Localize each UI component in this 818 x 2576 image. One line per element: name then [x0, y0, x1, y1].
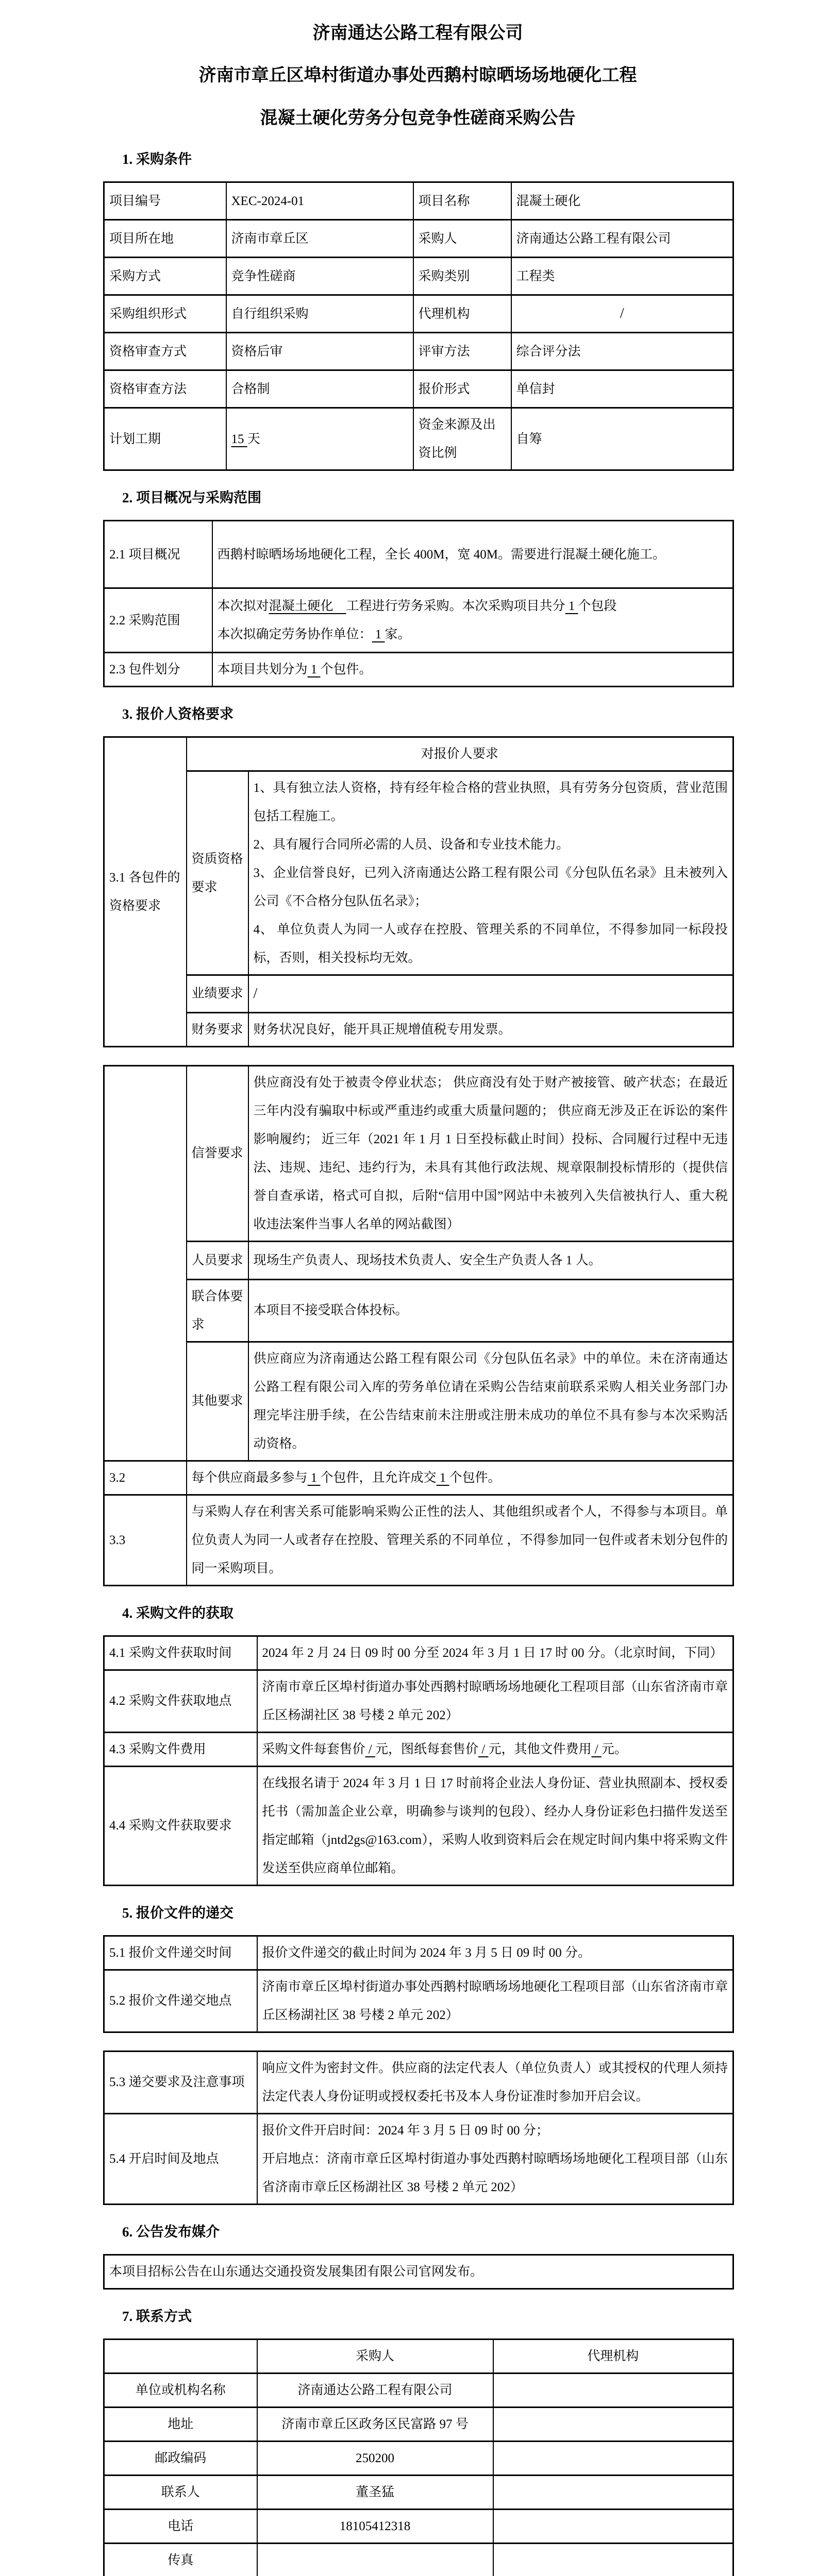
label-cell: 采购组织形式	[104, 295, 226, 333]
label-cell: 项目编号	[104, 182, 226, 220]
text-segment: 采购文件每套售价	[262, 1742, 365, 1756]
value-cell: 本项目招标公告在山东通达交通投资发展集团有限公司官网发布。	[104, 2255, 733, 2289]
value-cell: 自筹	[511, 408, 733, 470]
value-cell	[257, 2113, 733, 2204]
underlined-text: 1	[436, 1470, 449, 1485]
value-cell: 济南市章丘区埠村街道办事处西鹅村晾晒场场地硬化工程项目部（山东省济南市章丘区杨湖社区 38 号楼 2 单元 202）	[257, 1670, 733, 1732]
underlined-text: 1	[307, 663, 321, 677]
text-segment: 工程进行劳务采购。本次采购项目共分	[346, 599, 565, 614]
value-cell: 供应商应为济南通达公路工程有限公司《分包队伍名录》中的单位。未在济南通达公路工程有限公司入库的劳务单位请在采购公告结束前联系采购人相关业务部门办理完毕注册手续，在公告结束前未注册或注册未成功的单位不具有参与本次采购活动资格。	[248, 1342, 733, 1461]
text-segment: 天	[247, 432, 260, 446]
section-heading-2: 2. 项目概况与采购范围	[122, 490, 261, 506]
text-segment: 家。	[385, 628, 411, 642]
label-cell: 联系人	[104, 2475, 257, 2509]
label-cell: 电话	[104, 2509, 257, 2543]
value-cell: 在线报名请于 2024 年 3 月 1 日 17 时前将企业法人身份证、营业执照副本、授权委托书（需加盖企业公章，明确参与谈判的包段）、经办人身份证彩色扫描件发送至指定邮箱（jntd2gs@163.com），采购人收到资料后会在规定时间内集中将采购文件发送至供应商单位邮箱。	[257, 1766, 733, 1885]
label-cell: 计划工期	[104, 408, 226, 470]
document-page	[103, 0, 732, 2576]
section-heading-5: 5. 报价文件的递交	[122, 1905, 233, 1921]
label-cell: 传真	[104, 2543, 257, 2576]
label-cell: 资格审查方式	[104, 333, 226, 370]
qualification-table-1	[103, 736, 734, 1047]
value-cell: 济南市章丘区埠村街道办事处西鹅村晾晒场场地硬化工程项目部（山东省济南市章丘区杨湖社区 38 号楼 2 单元 202）	[257, 1970, 733, 2032]
empty-cell	[493, 2543, 733, 2576]
value-cell: 工程类	[511, 258, 733, 295]
underlined-text: /	[365, 1742, 375, 1756]
section-heading-6: 6. 公告发布媒介	[122, 2224, 220, 2240]
value-cell: 资格后审	[226, 333, 413, 370]
label-cell: 2.1 项目概况	[104, 521, 212, 588]
value-cell: /	[511, 295, 733, 333]
underlined-text: /	[478, 1742, 489, 1756]
label-cell: 3.3	[104, 1495, 187, 1585]
label-cell: 财务要求	[187, 1012, 248, 1046]
paragraph: 3、企业信誉良好，已列入济南通达公路工程有限公司《分包队伍名录》且未被列入公司《不合格分包队伍名录》；	[253, 866, 728, 909]
section-heading-3: 3. 报价人资格要求	[122, 706, 233, 722]
label-cell: 4.4 采购文件获取要求	[104, 1766, 257, 1885]
value-cell: 250200	[257, 2441, 493, 2475]
value-cell: 济南通达公路工程有限公司	[511, 220, 733, 258]
empty-cell	[104, 1065, 187, 1461]
title-line-3: 混凝土硬化劳务分包竞争性磋商采购公告	[260, 108, 576, 128]
value-cell	[212, 588, 733, 653]
value-cell	[187, 1461, 733, 1495]
value-cell: 响应文件为密封文件。供应商的法定代表人（单位负责人）或其授权的代理人须持法定代表人身份证明或授权委托书及本人身份证准时参加开启会议。	[257, 2051, 733, 2113]
text-segment: 本次拟对	[217, 599, 269, 614]
label-cell: 5.1 报价文件递交时间	[104, 1936, 257, 1970]
label-cell: 资金来源及出资比例	[413, 408, 511, 470]
label-cell: 资质资格要求	[187, 771, 248, 975]
section-heading-1: 1. 采购条件	[122, 151, 192, 167]
label-cell: 地址	[104, 2407, 257, 2441]
empty-cell	[493, 2509, 733, 2543]
label-cell: 2.2 采购范围	[104, 588, 212, 653]
label-cell: 其他要求	[187, 1342, 248, 1461]
value-cell: 18105412318	[257, 2509, 493, 2543]
label-cell: 业绩要求	[187, 975, 248, 1013]
value-cell: 本项目不接受联合体投标。	[248, 1279, 733, 1342]
label-cell: 3.1 各包件的资格要求	[104, 737, 187, 1047]
value-cell: 混凝土硬化	[511, 182, 733, 220]
paragraph: 报价文件开启时间：2024 年 3 月 5 日 09 时 00 分；	[262, 2123, 549, 2138]
label-cell: 代理机构	[413, 295, 511, 333]
label-cell: 邮政编码	[104, 2441, 257, 2475]
header-cell: 采购人	[257, 2339, 493, 2373]
value-cell: XEC-2024-01	[226, 182, 413, 220]
paragraph: 开启地点：济南市章丘区埠村街道办事处西鹅村晾晒场场地硬化工程项目部（山东省济南市章丘区杨湖社区 38 号楼 2 单元 202）	[262, 2151, 728, 2194]
value-cell: 济南通达公路工程有限公司	[257, 2373, 493, 2407]
underlined-text: 混凝土硬化	[269, 599, 346, 614]
label-cell: 联合体要求	[187, 1279, 248, 1342]
text-segment: 元，图纸每套售价	[375, 1742, 478, 1756]
text-segment: 个包段	[578, 599, 617, 614]
title-line-2: 济南市章丘区埠村街道办事处西鹅村晾晒场场地硬化工程	[198, 66, 637, 86]
label-cell: 信誉要求	[187, 1065, 248, 1241]
value-cell	[212, 653, 733, 687]
underlined-text: 1	[565, 599, 578, 614]
value-cell	[257, 1732, 733, 1766]
value-cell: 自行组织采购	[226, 295, 413, 333]
empty-cell	[493, 2407, 733, 2441]
value-cell: 供应商没有处于被责令停业状态； 供应商没有处于财产被接管、破产状态；在最近三年内没有骗取中标或严重违约或重大质量问题的； 供应商无涉及正在诉讼的案件影响履约； 近三年（2021 年 1 月 1 日至投标截止时间）投标、合同履行过程中无违法、违规、违纪、违约行为，未具有其他行政法规、规章限制投标情形的（提供信誉自查承诺，格式可自拟，后附“信用中国”网站中未被列入失信被执行人、重大税收违法案件当事人名单的网站截图）	[248, 1065, 733, 1241]
label-cell: 采购类别	[413, 258, 511, 295]
qualification-table-2	[103, 1065, 734, 1586]
value-cell: 董圣猛	[257, 2475, 493, 2509]
value-cell: 竞争性磋商	[226, 258, 413, 295]
label-cell: 项目名称	[413, 182, 511, 220]
project-overview-table	[103, 520, 734, 687]
header-cell: 对报价人要求	[187, 737, 733, 771]
label-cell: 采购人	[413, 220, 511, 258]
section-heading-7: 7. 联系方式	[122, 2308, 192, 2324]
header-cell: 代理机构	[493, 2339, 733, 2373]
underlined-text: 1	[307, 1470, 321, 1485]
label-cell: 项目所在地	[104, 220, 226, 258]
text-segment: 每个供应商最多参与	[191, 1470, 308, 1485]
value-cell: 济南市章丘区政务区民富路 97 号	[257, 2407, 493, 2441]
label-cell: 5.3 递交要求及注意事项	[104, 2051, 257, 2113]
label-cell: 4.1 采购文件获取时间	[104, 1636, 257, 1670]
value-cell	[226, 408, 413, 470]
value-cell: 综合评分法	[511, 333, 733, 370]
label-cell: 评审方法	[413, 333, 511, 370]
value-cell: 现场生产负责人、现场技术负责人、安全生产负责人各 1 人。	[248, 1241, 733, 1279]
paragraph	[218, 620, 728, 649]
underlined-text: /	[591, 1742, 602, 1756]
paragraph: 4、 单位负责人为同一人或存在控股、管理关系的不同单位，不得参加同一标段投标，否则，相关投标均无效。	[253, 923, 728, 965]
value-cell: /	[248, 975, 733, 1013]
text-segment: 个包件。	[449, 1470, 501, 1485]
value-cell: 西鹅村晾晒场场地硬化工程，全长 400M，宽 40M。需要进行混凝土硬化施工。	[212, 521, 733, 588]
label-cell: 5.4 开启时间及地点	[104, 2113, 257, 2204]
label-cell: 4.2 采购文件获取地点	[104, 1670, 257, 1732]
empty-cell	[493, 2373, 733, 2407]
empty-cell	[493, 2475, 733, 2509]
paragraph: 2、具有履行合同所必需的人员、设备和专业技术能力。	[253, 838, 570, 852]
announcement-media-table	[103, 2254, 734, 2290]
document-obtain-table	[103, 1635, 734, 1886]
document-title	[103, 20, 732, 132]
empty-cell	[493, 2441, 733, 2475]
paragraph: 1、具有独立法人资格，持有经年检合格的营业执照，具有劳务分包资质，营业范围包括工程施工。	[253, 781, 728, 824]
contact-table	[103, 2338, 734, 2576]
value-cell: 单信封	[511, 370, 733, 408]
label-cell: 2.3 包件划分	[104, 653, 212, 687]
value-cell: 济南市章丘区	[226, 220, 413, 258]
text-segment: 元，其他文件费用	[488, 1742, 592, 1756]
label-cell: 5.2 报价文件递交地点	[104, 1970, 257, 2032]
paragraph	[218, 592, 728, 620]
submission-table-2	[103, 2050, 734, 2205]
label-cell: 单位或机构名称	[104, 2373, 257, 2407]
label-cell: 人员要求	[187, 1241, 248, 1279]
label-cell: 3.2	[104, 1461, 187, 1495]
text-segment: 元。	[601, 1742, 627, 1756]
value-cell: 财务状况良好，能开具正规增值税专用发票。	[248, 1012, 733, 1046]
text-segment: 个包件。	[320, 663, 372, 677]
value-cell: 报价文件递交的截止时间为 2024 年 3 月 5 日 09 时 00 分。	[257, 1936, 733, 1970]
value-cell	[248, 771, 733, 975]
title-line-1: 济南通达公路工程有限公司	[312, 24, 523, 43]
value-cell: 合格制	[226, 370, 413, 408]
purchase-conditions-table	[103, 181, 734, 471]
value-cell: 与采购人存在利害关系可能影响采购公正性的法人、其他组织或者个人，不得参与本项目。单位负责人为同一人或者存在控股、管理关系的不同单位 ，不得参加同一包件或者未划分包件的同一采购项目。	[187, 1495, 733, 1585]
value-cell	[257, 2543, 493, 2576]
empty-cell	[104, 2339, 257, 2373]
submission-table-1	[103, 1935, 734, 2033]
text-segment: 本次拟确定劳务协作单位：	[217, 628, 372, 642]
label-cell: 资格审查方法	[104, 370, 226, 408]
text-segment: 本项目共划分为	[217, 663, 308, 677]
text-segment: 个包件，且允许成交	[320, 1470, 437, 1485]
value-cell: 2024 年 2 月 24 日 09 时 00 分至 2024 年 3 月 1 日 17 时 00 分。（北京时间，下同）	[257, 1636, 733, 1670]
label-cell: 报价形式	[413, 370, 511, 408]
underlined-text: 1	[372, 628, 385, 642]
section-heading-4: 4. 采购文件的获取	[122, 1605, 233, 1621]
label-cell: 4.3 采购文件费用	[104, 1732, 257, 1766]
label-cell: 采购方式	[104, 258, 226, 295]
underlined-text: 15	[231, 432, 247, 446]
